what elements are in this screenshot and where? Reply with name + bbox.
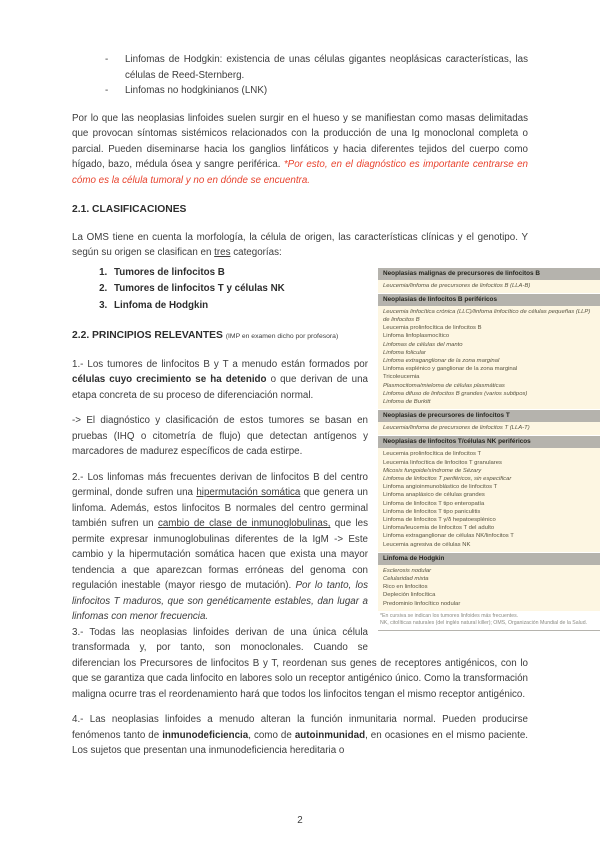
bullet-dash: - <box>105 85 109 96</box>
table-section-header: Neoplasias de precursores de linfocitos T <box>378 409 600 422</box>
table-row: Linfoma de linfocitos T periféricos, sin especificar <box>383 475 512 482</box>
table-row: Celularidad mixta <box>383 575 429 582</box>
table-row: Leucemia linfocítica crónica (LLC)/linfoma linfocítico de células pequeñas (LLP) de linfocitos B <box>383 308 591 323</box>
table-row: Linfoma extraganglionar de la zona marginal <box>383 357 500 364</box>
table-row: Rico en linfocitos <box>383 584 428 591</box>
section-22-title-text: 2.2. PRINCIPIOS RELEVANTES <box>72 330 223 341</box>
intro-red-note: *Por esto, en el diagnóstico es importante centrarse en cómo es la célula tumoral y no en dónde se encuentra. <box>72 159 528 186</box>
list-item <box>72 52 528 83</box>
table-row: Esclerosis nodular <box>383 567 432 574</box>
principle-2-mid: que genera un linfoma. Además, estos linfocitos B normales del centro germinal también sufren un <box>72 487 369 529</box>
principle-2-text: 2.- Los linfomas más frecuentes derivan de linfocitos B del centro germinal, donde sufren una <box>72 471 368 498</box>
table-section-body <box>378 422 600 435</box>
table-row: Linfoma extraganglionar de células NK/linfocitos T <box>383 533 514 540</box>
principle-3-paragraph: 3.- Todas las neoplasias linfoides derivan de una única célula transformada y, por tanto, son monoclonales. Cuando se diferencian los Precursores de linfocitos B y T, reordenan sus genes de receptores antigénicos, con lo que se garantiza que cada linfocito en labores solo un receptor antigénico único. Como la transformación maligna ocurre tras el reordenamiento hará que todos los linfocitos tengan el mismo receptor antigénico. <box>72 626 528 700</box>
table-section-body <box>378 448 600 551</box>
table-row: Plasmocitoma/mieloma de células plasmáticas <box>383 382 505 389</box>
table-row: Leucemia agresiva de células NK <box>383 541 471 548</box>
intro-text: Por lo que las neoplasias linfoides suelen surgir en el hueso y se manifiestan como masas delimitadas que provocan síntomas sistémicos relacionados con la producción de una Ig monoclonal completa o parcial. Pueden diseminarse hacia los ganglios linfáticos y hacia diferentes tejidos del cuerpo como hígado, bazo, médula ósea y sangre periférica. <box>72 112 528 170</box>
principle-4-paragraph <box>72 712 528 759</box>
classification-intro-text: La OMS tiene en cuenta la morfología, la célula de origen, las características clínicas y el genotipo. Y según su origen se clasifican en <box>72 231 528 258</box>
principle-1-tail: o que derivan de una etapa concreta de su proceso de diferenciación normal. <box>72 374 368 401</box>
principle-2-underline-2: cambio de clase de inmunoglobulinas, <box>157 518 331 529</box>
category-item: 1. Tumores de linfocitos B <box>110 265 528 282</box>
table-row: Predominio linfocítico nodular <box>383 600 461 607</box>
table-row: Linfoma de Burkitt <box>383 398 431 405</box>
category-item: 3. Linfoma de Hodgkin <box>110 298 528 315</box>
classification-intro-paragraph <box>72 230 528 261</box>
bullet-text: Linfomas de Hodgkin: existencia de unas células gigantes neoplásicas características, las células de Reed-Sternberg. <box>125 54 528 81</box>
table-footnote-line: NK, citolíticas naturales (del inglés natural killer); OMS, Organización Mundial de la Salud. <box>380 619 588 626</box>
table-row: Linfomas de células del manto <box>383 341 463 348</box>
diagnosis-note-paragraph: -> El diagnóstico y clasificación de estos tumores se basan en pruebas (IHQ o citometría de flujo) que detectan antígenos y marcadores de madurez específicos de cada estirpe. <box>72 415 368 457</box>
table-section-body <box>378 306 600 409</box>
principle-4-mid: , como de <box>248 729 295 741</box>
page-number: 2 <box>297 814 303 826</box>
principle-2-italic: Por lo tanto, los linfocitos T maduros, que son genéticamente estables, dan lugar a linfomas con menor frecuencia. <box>72 580 368 622</box>
table-row: Linfoma anaplásico de células grandes <box>383 492 485 499</box>
table-row: Linfoma de linfocitos T γ/δ hepatoesplénico <box>383 516 496 523</box>
principle-2-tail: que les permite expresar inmunoglobulinas diferentes de la IgM -> Este cambio y la hipermutación somática hacen que exista una mayor tendencia a que aparezcan formas erróneas del genoma con regulación inestable (mayor riesgo de mutación). <box>72 518 368 591</box>
principle-4-bold-2: autoinmunidad <box>294 729 366 741</box>
table-section-header: Neoplasias malignas de precursores de linfocitos B <box>378 267 600 280</box>
section-22-title-note: (IMP en examen dicho por profesora) <box>225 333 339 340</box>
table-section-header: Neoplasias de linfocitos T/células NK periféricos <box>378 435 600 448</box>
table-row: Depleción linfocítica <box>383 592 436 599</box>
top-bullet-list <box>72 52 528 99</box>
bullet-dash: - <box>105 54 109 65</box>
table-section-body <box>378 565 600 611</box>
table-section-body <box>378 280 600 293</box>
principle-4-bold-1: inmunodeficiencia <box>162 729 249 741</box>
table-row: Linfoma angioinmunoblástico de linfocitos T <box>383 484 498 491</box>
table-row: Tricoleucemia <box>383 374 420 381</box>
classification-intro-tail: categorías: <box>230 247 282 258</box>
table-row: Leucemia prolinfocítica de linfocitos T <box>383 451 482 458</box>
principle-1-text: 1.- Los tumores de linfocitos B y T a menudo están formados por <box>72 358 368 370</box>
table-section-header: Linfoma de Hodgkin <box>378 552 600 565</box>
bullet-text: Linfomas no hodgkinianos (LNK) <box>125 85 268 96</box>
underlined-word: tres <box>214 247 231 258</box>
principle-1-bold: células cuyo crecimiento se ha detenido <box>72 374 267 385</box>
classification-sidebar <box>378 267 600 631</box>
table-row: Leucemia/linfoma de precursores de linfocitos T (LLA-T) <box>383 425 530 432</box>
table-row: Micosis fungoide/síndrome de Sézary <box>383 467 482 474</box>
table-row: Leucemia linfocítica de linfocitos T granulares <box>383 459 502 466</box>
list-item <box>72 83 528 99</box>
table-footnotes <box>378 611 600 631</box>
category-item: 2. Tumores de linfocitos T y células NK <box>110 281 528 298</box>
table-row: Leucemia/linfoma de precursores de linfocitos B (LLA-B) <box>383 282 531 289</box>
principle-4-text: 4.- Las neoplasias linfoides a menudo alteran la función inmunitaria normal. Pueden producirse fenómenos tanto de <box>72 714 528 741</box>
table-row: Leucemia prolinfocítica de linfocitos B <box>383 325 482 332</box>
table-section-header: Neoplasias de linfocitos B periféricos <box>378 293 600 306</box>
table-row: Linfoma folicular <box>383 349 426 356</box>
table-footnote-line: *En cursiva se indican los tumores linfoides más frecuentes. <box>380 612 519 619</box>
section-21-title: 2.1. CLASIFICACIONES <box>72 204 187 215</box>
table-row: Linfoma de linfocitos T tipo paniculitis <box>383 508 481 515</box>
principle-2-underline-1: hipermutación somática <box>196 487 301 498</box>
table-row: Linfoma/leucemia de linfocitos T del adulto <box>383 525 495 532</box>
principle-4-tail: , en ocasiones en el mismo paciente. Los sujetos que presentan una inmunodeficiencia hereditaria o <box>72 729 528 756</box>
table-row: Linfoma linfoplasmocítico <box>383 333 450 340</box>
table-row: Linfoma esplénico y ganglionar de la zona marginal <box>383 366 518 373</box>
intro-paragraph <box>72 111 528 189</box>
table-row: Linfoma difuso de linfocitos B grandes (varios subtipos) <box>383 390 528 397</box>
classification-table <box>378 267 600 611</box>
table-row: Linfoma de linfocitos T tipo enteropatía <box>383 500 485 507</box>
